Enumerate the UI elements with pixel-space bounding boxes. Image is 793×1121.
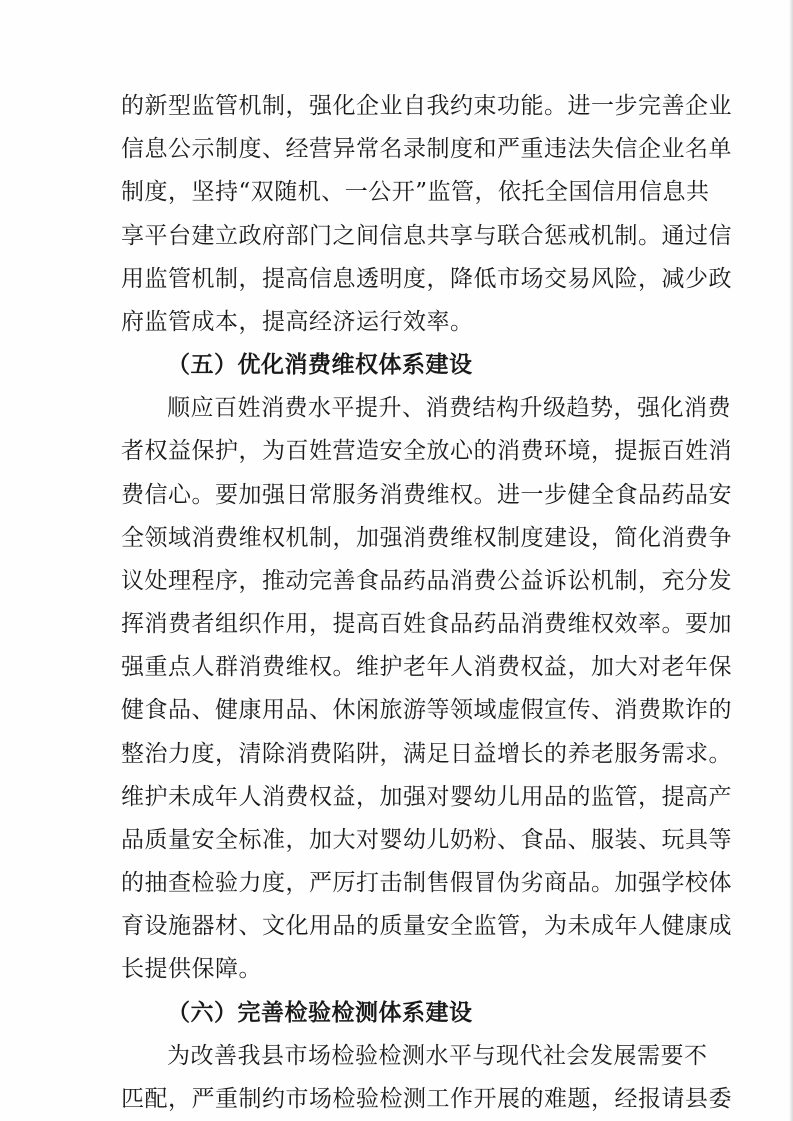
section-heading-5: （五）优化消费维权体系建设 [167, 351, 473, 378]
paragraph-line: 的抽查检验力度，严厉打击制售假冒伪劣商品。加强学校体 [121, 870, 732, 896]
paragraph-line: 享平台建立政府部门之间信息共享与联合惩戒机制。通过信 [121, 223, 732, 249]
paragraph-line: 品质量安全标准，加大对婴幼儿奶粉、食品、服装、玩具等 [121, 827, 732, 853]
paragraph-line: 育设施器材、文化用品的质量安全监管，为未成年人健康成 [121, 913, 732, 939]
paragraph-line: 用监管机制，提高信息透明度，降低市场交易风险，减少政 [121, 266, 732, 292]
section-heading-6: （六）完善检验检测体系建设 [167, 999, 473, 1026]
paragraph-line: 挥消费者组织作用，提高百姓食品药品消费维权效率。要加 [121, 611, 732, 637]
paragraph-line: 顺应百姓消费水平提升、消费结构升级趋势，强化消费 [167, 395, 731, 421]
paragraph-line: 全领域消费维权机制，加强消费维权制度建设，简化消费争 [121, 525, 732, 551]
paragraph-line: 整治力度，清除消费陷阱，满足日益增长的养老服务需求。 [121, 741, 732, 767]
paragraph-line: 制度，坚持“双随机、一公开”监管，依托全国信用信息共 [121, 179, 710, 205]
paragraph-line: 议处理程序，推动完善食品药品消费公益诉讼机制，充分发 [121, 568, 732, 594]
paragraph-line: 匹配，严重制约市场检验检测工作开展的难题，经报请县委 [121, 1086, 732, 1112]
paragraph-line: 府监管成本，提高经济运行效率。 [121, 309, 474, 335]
page-edge [789, 0, 793, 1121]
paragraph-line: 健食品、健康用品、休闲旅游等领域虚假宣传、消费欺诈的 [121, 697, 732, 723]
paragraph-line: 强重点人群消费维权。维护老年人消费权益，加大对老年保 [121, 654, 732, 680]
paragraph-line: 信息公示制度、经营异常名录制度和严重违法失信企业名单 [121, 136, 732, 162]
paragraph-line: 长提供保障。 [121, 956, 262, 982]
paragraph-line: 为改善我县市场检验检测水平与现代社会发展需要不 [167, 1043, 708, 1069]
paragraph-line: 者权益保护，为百姓营造安全放心的消费环境，提振百姓消 [121, 438, 732, 464]
paragraph-line: 的新型监管机制，强化企业自我约束功能。进一步完善企业 [121, 93, 732, 119]
paragraph-line: 费信心。要加强日常服务消费维权。进一步健全食品药品安 [121, 482, 732, 508]
paragraph-line: 维护未成年人消费权益，加强对婴幼儿用品的监管，提高产 [121, 784, 732, 810]
